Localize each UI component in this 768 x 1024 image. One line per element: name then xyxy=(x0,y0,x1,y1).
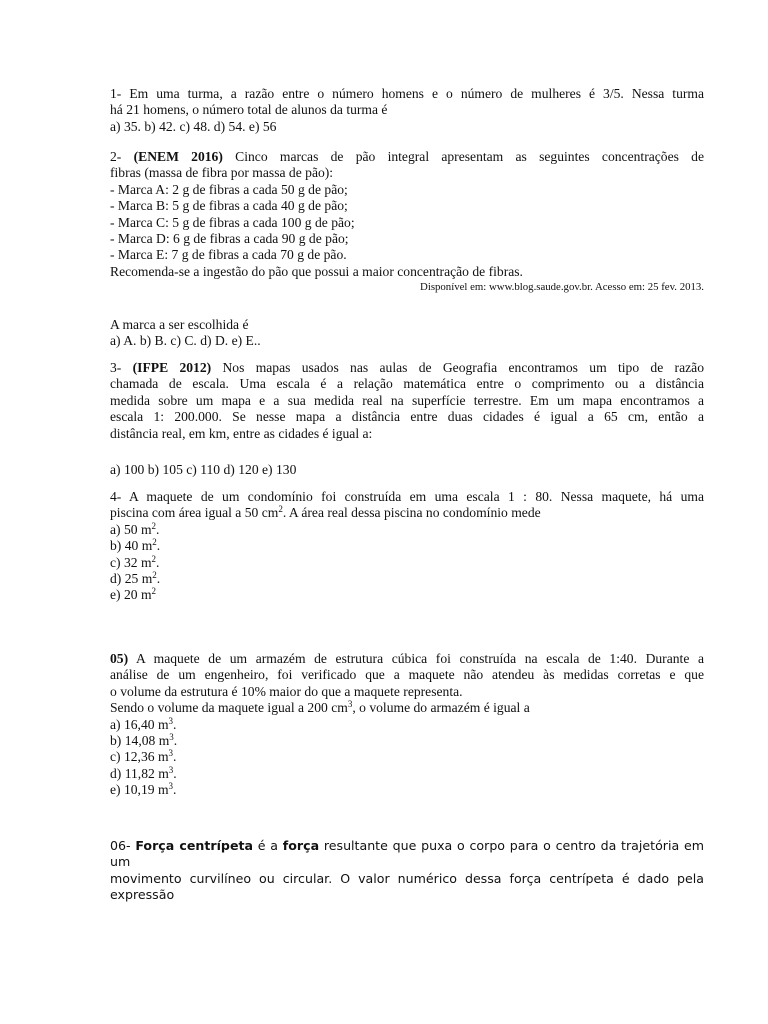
q6-term-1: Força centrípeta xyxy=(135,838,254,853)
q5-option-e-end: . xyxy=(173,782,177,798)
q4-line-2-sup: 2 xyxy=(278,504,283,515)
q2-question: A marca a ser escolhida é xyxy=(110,317,249,332)
q6-mid-1: é a xyxy=(257,838,279,853)
q4-option-e-sup: 2 xyxy=(151,586,157,597)
question-1 xyxy=(110,86,704,135)
q4-option-a xyxy=(110,522,704,538)
q2-recommendation: Recomenda-se a ingestão do pão que possui a maior concentração de fibras. xyxy=(110,263,523,279)
q5-number: 05) xyxy=(110,651,129,666)
q1-line-2: há 21 homens, o número total de alunos da turma é xyxy=(110,102,388,118)
q4-option-a-text: a) 50 m xyxy=(110,521,152,537)
q5-option-d-sup: 3 xyxy=(168,764,174,775)
q5-line-2: análise de um engenheiro, foi verificado que a maquete não atendeu às medidas corretas e que xyxy=(110,667,704,683)
question-3-options xyxy=(110,462,704,478)
q6-term-2: força xyxy=(282,838,320,853)
q5-line-4-rest: , o volume do armazém é igual a xyxy=(352,700,530,716)
q5-option-a-sup: 3 xyxy=(168,715,174,726)
q4-option-d-end: . xyxy=(156,571,161,587)
q4-option-d-text: d) 25 m xyxy=(110,571,153,587)
q5-option-c xyxy=(110,749,704,765)
q2-item-d: - Marca D: 6 g de fibras a cada 90 g de pão; xyxy=(110,231,349,247)
question-2-ask xyxy=(110,317,704,350)
q6-line-2: movimento curvilíneo ou circular. O valor numérico dessa força centrípeta é dado pela xyxy=(110,870,704,886)
q5-line-3: o volume da estrutura é 10% maior do que a maquete representa. xyxy=(110,683,463,699)
q2-item-a: - Marca A: 2 g de fibras a cada 50 g de pão; xyxy=(110,181,348,197)
q4-line-2-rest: . A área real dessa piscina no condomínio mede xyxy=(282,505,541,521)
q4-option-c xyxy=(110,555,704,571)
question-5 xyxy=(110,651,704,799)
q5-option-c-text: c) 12,36 m xyxy=(110,749,169,765)
q4-option-b-end: . xyxy=(156,538,161,554)
q2-item-c: - Marca C: 5 g de fibras a cada 100 g de pão; xyxy=(110,214,355,230)
question-3 xyxy=(110,360,704,442)
q3-line-4: escala 1: 200.000. Se nesse mapa a distância entre duas cidades é igual a 65 cm, então a xyxy=(110,409,704,425)
q3-line-1-text: Nos mapas usados nas aulas de Geografia encontramos um tipo de razão xyxy=(222,360,704,375)
q4-option-e xyxy=(110,587,704,603)
q5-option-a-end: . xyxy=(173,716,177,732)
q4-line-2 xyxy=(110,505,704,521)
q2-item-e: - Marca E: 7 g de fibras a cada 70 g de pão. xyxy=(110,247,347,263)
q4-option-b-text: b) 40 m xyxy=(110,538,153,554)
q2-line-2: fibras (massa de fibra por massa de pão): xyxy=(110,165,334,181)
q6-line-1-text: resultante que puxa o corpo para o centro da trajetória em um xyxy=(110,838,704,870)
q4-option-d-sup: 2 xyxy=(152,570,157,581)
q6-number: 06- xyxy=(110,838,131,853)
q4-option-b-sup: 2 xyxy=(152,537,157,548)
q4-line-1: 4- A maquete de um condomínio foi construída em uma escala 1 : 80. Nessa maquete, há uma xyxy=(110,489,704,504)
q4-option-e-text: e) 20 m xyxy=(110,587,152,603)
q2-options: a) A. b) B. c) C. d) D. e) E.. xyxy=(110,333,261,349)
q5-line-1-text: A maquete de um armazém de estrutura cúbica foi construída na escala de 1:40. Durante a xyxy=(135,651,704,666)
q4-option-c-text: c) 32 m xyxy=(110,554,152,570)
q5-option-d-text: d) 11,82 m xyxy=(110,765,169,781)
q5-option-b-text: b) 14,08 m xyxy=(110,733,170,749)
q3-number: 3- xyxy=(110,360,122,375)
q3-line-3: medida sobre um mapa e a sua medida real na superfície terrestre. Em um mapa encontramos a xyxy=(110,392,704,408)
q1-options: a) 35. b) 42. c) 48. d) 54. e) 56 xyxy=(110,118,277,134)
q2-source: (ENEM 2016) xyxy=(133,149,223,164)
q3-line-1 xyxy=(110,360,704,376)
q4-option-c-sup: 2 xyxy=(151,553,157,564)
q4-option-a-sup: 2 xyxy=(151,520,157,531)
q6-line-3: expressão xyxy=(110,887,175,903)
q4-option-d xyxy=(110,571,704,587)
q5-option-d-end: . xyxy=(173,765,177,781)
q6-line-1 xyxy=(110,838,704,871)
q5-option-c-end: . xyxy=(173,749,177,765)
q5-option-b xyxy=(110,733,704,749)
question-2 xyxy=(110,149,704,294)
q5-option-c-sup: 3 xyxy=(168,748,174,759)
q4-option-b xyxy=(110,538,704,554)
q4-line-2-text: piscina com área igual a 50 cm xyxy=(110,505,279,521)
q5-option-e-sup: 3 xyxy=(168,781,174,792)
q3-line-5: distância real, em km, entre as cidades é igual a: xyxy=(110,425,373,441)
q2-line-1-text: Cinco marcas de pão integral apresentam as seguintes concentrações de xyxy=(235,149,704,164)
q5-option-b-end: . xyxy=(173,733,178,749)
q3-source: (IFPE 2012) xyxy=(132,360,212,375)
q4-option-a-end: . xyxy=(156,521,160,537)
q2-item-b: - Marca B: 5 g de fibras a cada 40 g de pão; xyxy=(110,198,348,214)
q5-line-4-text: Sendo o volume da maquete igual a 200 cm xyxy=(110,700,348,716)
q5-option-e-text: e) 10,19 m xyxy=(110,782,169,798)
q2-citation: Disponível em: www.blog.saude.gov.br. Acesso em: 25 fev. 2013. xyxy=(420,281,704,294)
question-4 xyxy=(110,489,704,604)
q5-line-4-sup: 3 xyxy=(347,699,353,710)
q3-line-2: chamada de escala. Uma escala é a relação matemática entre o comprimento ou a distância xyxy=(110,376,704,392)
q5-option-a-text: a) 16,40 m xyxy=(110,716,169,732)
q5-option-d xyxy=(110,766,704,782)
q4-option-c-end: . xyxy=(156,554,160,570)
q3-options: a) 100 b) 105 c) 110 d) 120 e) 130 xyxy=(110,462,297,477)
q5-option-e xyxy=(110,782,704,798)
q5-line-1 xyxy=(110,651,704,667)
q5-option-b-sup: 3 xyxy=(169,732,174,743)
q5-option-a xyxy=(110,717,704,733)
q2-line-1 xyxy=(110,149,704,165)
q1-line-1: 1- Em uma turma, a razão entre o número homens e o número de mulheres é 3/5. Nessa turma xyxy=(110,86,704,101)
q5-line-4 xyxy=(110,700,704,716)
q2-number: 2- xyxy=(110,149,122,164)
question-6 xyxy=(110,838,704,904)
